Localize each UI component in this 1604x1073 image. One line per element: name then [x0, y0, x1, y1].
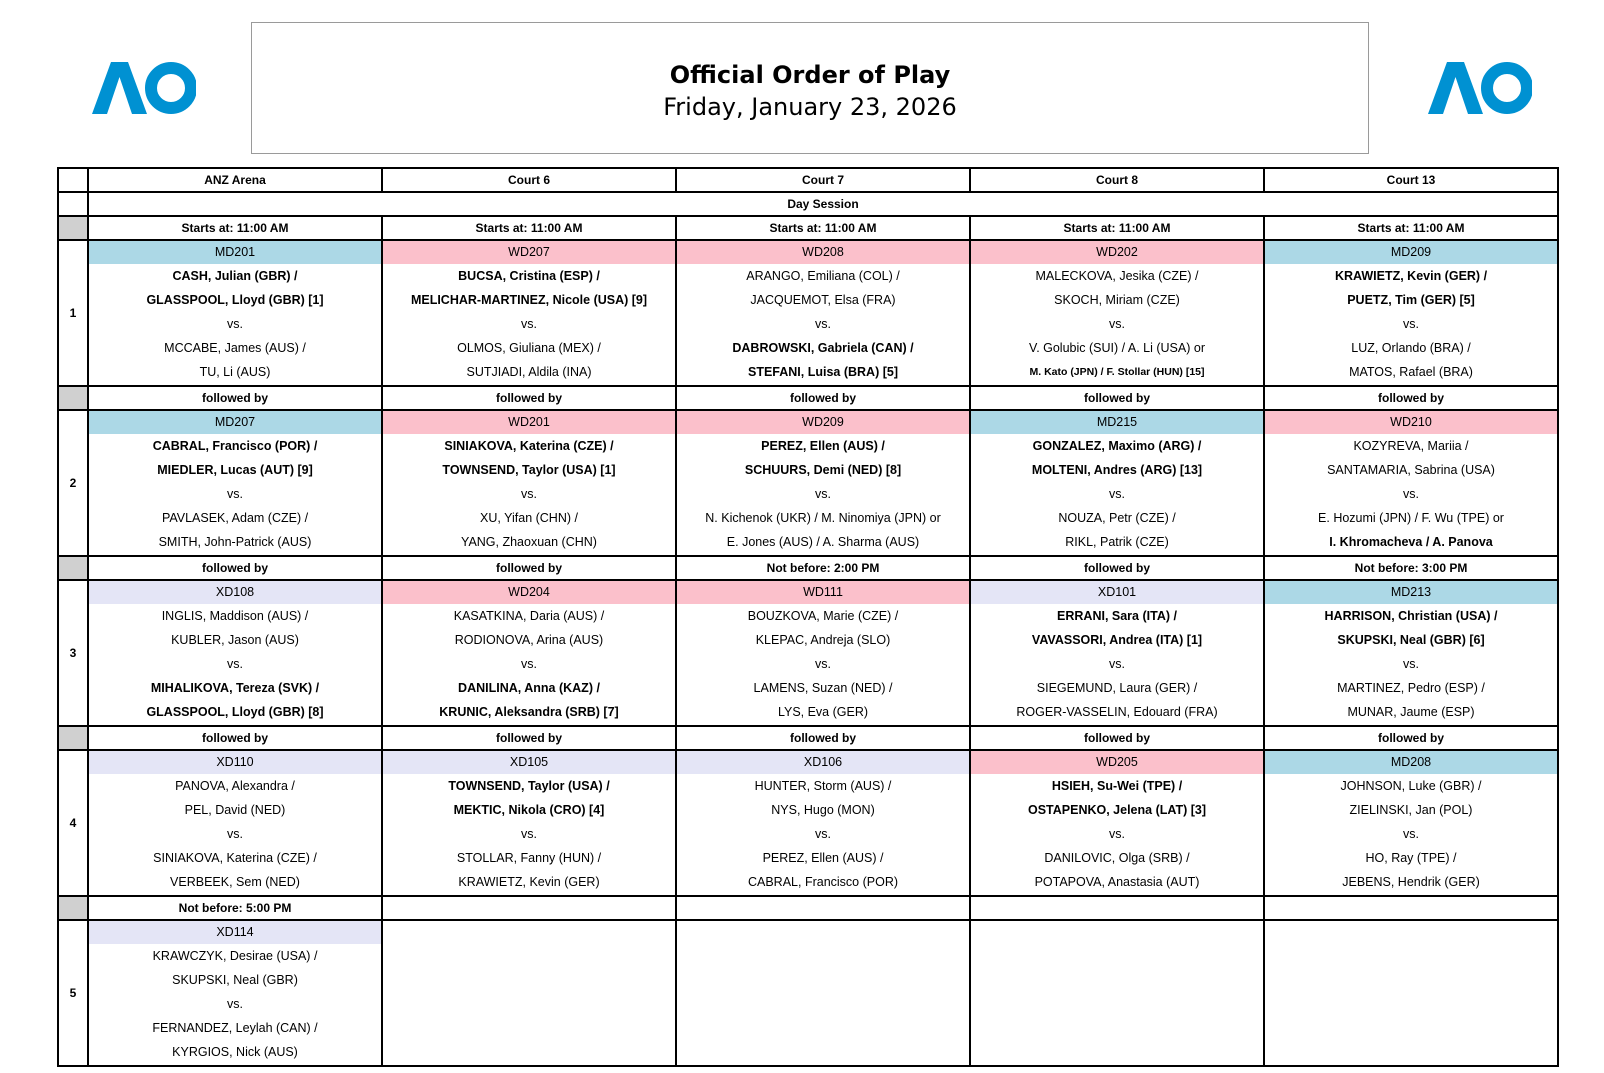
- player-line: SUTJIADI, Aldila (INA): [466, 365, 592, 379]
- schedule-note: followed by: [676, 386, 970, 410]
- player-line: SINIAKOVA, Katerina (CZE) /: [153, 851, 317, 865]
- versus-label: vs.: [1109, 827, 1125, 841]
- court-header: Court 7: [676, 168, 970, 192]
- versus-label: vs.: [815, 487, 831, 501]
- followed-by-row: [58, 386, 1558, 410]
- player-line: INGLIS, Maddison (AUS) /: [161, 609, 309, 623]
- player-line: ERRANI, Sara (ITA) /: [1057, 609, 1177, 623]
- player-line: KUBLER, Jason (AUS): [171, 633, 299, 647]
- player-line: MEKTIC, Nikola (CRO) [4]: [453, 803, 605, 817]
- session-label: Day Session: [88, 192, 1558, 216]
- player-line: JACQUEMOT, Elsa (FRA): [750, 293, 896, 307]
- versus-label: vs.: [1403, 317, 1419, 331]
- player-line: STEFANI, Luisa (BRA) [5]: [747, 365, 898, 379]
- followed-index-cell: [58, 726, 88, 750]
- match-code: WD208: [677, 241, 969, 264]
- match-code: XD106: [677, 751, 969, 774]
- court-header: Court 8: [970, 168, 1264, 192]
- session-row: [58, 192, 1558, 216]
- player-line: FERNANDEZ, Leylah (CAN) /: [152, 1021, 318, 1035]
- match-cell: [382, 240, 676, 386]
- match-cell: [970, 410, 1264, 556]
- match-order-number: 1: [58, 240, 88, 386]
- match-code: WD204: [383, 581, 675, 604]
- versus-label: vs.: [1403, 827, 1419, 841]
- player-line: STOLLAR, Fanny (HUN) /: [456, 851, 602, 865]
- player-line: MATOS, Rafael (BRA): [1349, 365, 1473, 379]
- player-line: POTAPOVA, Anastasia (AUT): [1034, 875, 1200, 889]
- match-cell: [970, 750, 1264, 896]
- schedule-note: followed by: [970, 386, 1264, 410]
- match-code: XD108: [89, 581, 381, 604]
- player-line: TOWNSEND, Taylor (USA) /: [448, 779, 610, 793]
- player-line: KASATKINA, Daria (AUS) /: [453, 609, 605, 623]
- player-line: E. Jones (AUS) / A. Sharma (AUS): [726, 535, 920, 549]
- match-cell: [88, 920, 382, 1066]
- player-line: VERBEEK, Sem (NED): [170, 875, 300, 889]
- match-cell: [1264, 410, 1558, 556]
- player-line: DANILINA, Anna (KAZ) /: [458, 681, 600, 695]
- match-code: XD105: [383, 751, 675, 774]
- player-line: XU, Yifan (CHN) /: [480, 511, 578, 525]
- schedule-note: [382, 896, 676, 920]
- match-cell: [676, 580, 970, 726]
- match-cell: [1264, 580, 1558, 726]
- court-header-row: [58, 168, 1558, 192]
- match-cell: [88, 750, 382, 896]
- versus-label: vs.: [1109, 657, 1125, 671]
- followed-by-row: [58, 556, 1558, 580]
- match-code: WD201: [383, 411, 675, 434]
- versus-label: vs.: [227, 827, 243, 841]
- followed-by-row: [58, 896, 1558, 920]
- schedule-note: Not before: 3:00 PM: [1264, 556, 1558, 580]
- match-row: [58, 410, 1558, 556]
- schedule-note: followed by: [88, 726, 382, 750]
- match-row: [58, 240, 1558, 386]
- start-time: Starts at: 11:00 AM: [1264, 216, 1558, 240]
- starts-index-cell: [58, 216, 88, 240]
- player-line: TU, Li (AUS): [199, 365, 271, 379]
- versus-label: vs.: [227, 317, 243, 331]
- schedule-note: followed by: [970, 726, 1264, 750]
- player-line: SCHUURS, Demi (NED) [8]: [744, 463, 902, 477]
- match-code: MD209: [1265, 241, 1557, 264]
- player-line: HO, Ray (TPE) /: [1365, 851, 1457, 865]
- page-title: Official Order of Play: [669, 61, 951, 89]
- player-line: SIEGEMUND, Laura (GER) /: [1036, 681, 1198, 695]
- order-of-play-table: [57, 167, 1559, 1067]
- player-line: LUZ, Orlando (BRA) /: [1351, 341, 1471, 355]
- player-line: MARTINEZ, Pedro (ESP) /: [1337, 681, 1485, 695]
- player-line: SINIAKOVA, Katerina (CZE) /: [444, 439, 614, 453]
- player-line: ZIELINSKI, Jan (POL): [1349, 803, 1473, 817]
- match-order-number: 5: [58, 920, 88, 1066]
- player-line: KRAWIETZ, Kevin (GER) /: [1334, 269, 1488, 283]
- match-code: MD215: [971, 411, 1263, 434]
- player-line: MUNAR, Jaume (ESP): [1347, 705, 1475, 719]
- match-code: WD205: [971, 751, 1263, 774]
- page-date: Friday, January 23, 2026: [663, 93, 957, 121]
- match-code: XD114: [89, 921, 381, 944]
- player-line: PEREZ, Ellen (AUS) /: [761, 439, 885, 453]
- schedule-note: followed by: [1264, 386, 1558, 410]
- match-cell: [1264, 750, 1558, 896]
- player-line: SKUPSKI, Neal (GBR) [6]: [1337, 633, 1485, 647]
- match-code: XD101: [971, 581, 1263, 604]
- player-line: M. Kato (JPN) / F. Stollar (HUN) [15]: [1029, 366, 1205, 378]
- followed-by-row: [58, 726, 1558, 750]
- match-code: WD209: [677, 411, 969, 434]
- schedule-note: [676, 896, 970, 920]
- followed-index-cell: [58, 556, 88, 580]
- match-code: WD207: [383, 241, 675, 264]
- player-line: NOUZA, Petr (CZE) /: [1058, 511, 1176, 525]
- schedule-note: followed by: [382, 726, 676, 750]
- schedule-note: followed by: [676, 726, 970, 750]
- player-line: LAMENS, Suzan (NED) /: [753, 681, 893, 695]
- versus-label: vs.: [227, 487, 243, 501]
- versus-label: vs.: [815, 317, 831, 331]
- match-code: XD110: [89, 751, 381, 774]
- player-line: CASH, Julian (GBR) /: [172, 269, 298, 283]
- player-line: JEBENS, Hendrik (GER): [1342, 875, 1480, 889]
- schedule-note: [1264, 896, 1558, 920]
- match-order-number: 4: [58, 750, 88, 896]
- schedule-note: [970, 896, 1264, 920]
- player-line: PEREZ, Ellen (AUS) /: [762, 851, 884, 865]
- player-line: PANOVA, Alexandra /: [175, 779, 295, 793]
- player-line: E. Hozumi (JPN) / F. Wu (TPE) or: [1318, 511, 1504, 525]
- versus-label: vs.: [521, 487, 537, 501]
- versus-label: vs.: [521, 657, 537, 671]
- versus-label: vs.: [521, 827, 537, 841]
- player-line: V. Golubic (SUI) / A. Li (USA) or: [1029, 341, 1205, 355]
- versus-label: vs.: [1403, 487, 1419, 501]
- player-line: RIKL, Patrik (CZE): [1065, 535, 1169, 549]
- player-line: DANILOVIC, Olga (SRB) /: [1044, 851, 1190, 865]
- player-line: SKOCH, Miriam (CZE): [1054, 293, 1180, 307]
- match-order-number: 2: [58, 410, 88, 556]
- match-row: [58, 920, 1558, 1066]
- match-code: MD208: [1265, 751, 1557, 774]
- match-cell: [1264, 240, 1558, 386]
- match-order-number: 3: [58, 580, 88, 726]
- versus-label: vs.: [1109, 317, 1125, 331]
- player-line: N. Kichenok (UKR) / M. Ninomiya (JPN) or: [705, 511, 941, 525]
- player-line: SANTAMARIA, Sabrina (USA): [1327, 463, 1495, 477]
- player-line: DABROWSKI, Gabriela (CAN) /: [732, 341, 914, 355]
- player-line: MCCABE, James (AUS) /: [164, 341, 306, 355]
- match-cell: [676, 240, 970, 386]
- player-line: GLASSPOOL, Lloyd (GBR) [1]: [146, 293, 324, 307]
- court-header: Court 6: [382, 168, 676, 192]
- player-line: GLASSPOOL, Lloyd (GBR) [8]: [146, 705, 324, 719]
- player-line: HARRISON, Christian (USA) /: [1324, 609, 1498, 623]
- player-line: MOLTENI, Andres (ARG) [13]: [1031, 463, 1203, 477]
- player-line: PAVLASEK, Adam (CZE) /: [161, 511, 309, 525]
- versus-label: vs.: [1109, 487, 1125, 501]
- schedule-note: followed by: [88, 556, 382, 580]
- match-cell: [382, 580, 676, 726]
- player-line: KYRGIOS, Nick (AUS): [172, 1045, 298, 1059]
- player-line: TOWNSEND, Taylor (USA) [1]: [442, 463, 616, 477]
- versus-label: vs.: [227, 997, 243, 1011]
- match-code: MD201: [89, 241, 381, 264]
- match-cell: [88, 410, 382, 556]
- empty-match-cell: [382, 920, 676, 1066]
- followed-index-cell: [58, 386, 88, 410]
- followed-index-cell: [58, 896, 88, 920]
- schedule-note: followed by: [382, 556, 676, 580]
- player-line: ROGER-VASSELIN, Edouard (FRA): [1016, 705, 1218, 719]
- player-line: I. Khromacheva / A. Panova: [1329, 535, 1493, 549]
- match-cell: [88, 580, 382, 726]
- player-line: MIHALIKOVA, Tereza (SVK) /: [150, 681, 320, 695]
- match-cell: [676, 410, 970, 556]
- player-line: JOHNSON, Luke (GBR) /: [1340, 779, 1482, 793]
- player-line: KRAWIETZ, Kevin (GER): [458, 875, 600, 889]
- match-cell: [382, 750, 676, 896]
- match-code: WD111: [677, 581, 969, 604]
- player-line: KRAWCZYK, Desirae (USA) /: [152, 949, 318, 963]
- match-cell: [676, 750, 970, 896]
- player-line: ARANGO, Emiliana (COL) /: [746, 269, 900, 283]
- versus-label: vs.: [227, 657, 243, 671]
- court-header: ANZ Arena: [88, 168, 382, 192]
- versus-label: vs.: [521, 317, 537, 331]
- court-header: Court 13: [1264, 168, 1558, 192]
- ao-logo-left: [92, 62, 196, 114]
- schedule-note: followed by: [970, 556, 1264, 580]
- player-line: MIEDLER, Lucas (AUT) [9]: [157, 463, 313, 477]
- player-line: RODIONOVA, Arina (AUS): [454, 633, 604, 647]
- start-time: Starts at: 11:00 AM: [382, 216, 676, 240]
- schedule-note: followed by: [382, 386, 676, 410]
- match-code: MD207: [89, 411, 381, 434]
- match-row: [58, 750, 1558, 896]
- empty-match-cell: [676, 920, 970, 1066]
- ao-logo-right: [1428, 62, 1532, 114]
- player-line: YANG, Zhaoxuan (CHN): [461, 535, 597, 549]
- empty-match-cell: [1264, 920, 1558, 1066]
- match-code: WD210: [1265, 411, 1557, 434]
- player-line: BUCSA, Cristina (ESP) /: [458, 269, 600, 283]
- player-line: MALECKOVA, Jesika (CZE) /: [1035, 269, 1199, 283]
- player-line: PUETZ, Tim (GER) [5]: [1347, 293, 1475, 307]
- empty-match-cell: [970, 920, 1264, 1066]
- player-line: GONZALEZ, Maximo (ARG) /: [1032, 439, 1202, 453]
- title-box: [251, 22, 1369, 154]
- player-line: KRUNIC, Aleksandra (SRB) [7]: [439, 705, 619, 719]
- player-line: NYS, Hugo (MON): [771, 803, 875, 817]
- player-line: OSTAPENKO, Jelena (LAT) [3]: [1027, 803, 1207, 817]
- match-code: WD202: [971, 241, 1263, 264]
- versus-label: vs.: [815, 827, 831, 841]
- player-line: CABRAL, Francisco (POR): [747, 875, 899, 889]
- session-index-cell: [58, 192, 88, 216]
- player-line: KOZYREVA, Mariia /: [1353, 439, 1469, 453]
- match-code: MD213: [1265, 581, 1557, 604]
- schedule-note: followed by: [1264, 726, 1558, 750]
- match-cell: [88, 240, 382, 386]
- player-line: BOUZKOVA, Marie (CZE) /: [747, 609, 899, 623]
- corner-cell: [58, 168, 88, 192]
- player-line: CABRAL, Francisco (POR) /: [152, 439, 318, 453]
- versus-label: vs.: [1403, 657, 1419, 671]
- match-cell: [970, 240, 1264, 386]
- player-line: OLMOS, Giuliana (MEX) /: [457, 341, 601, 355]
- player-line: MELICHAR-MARTINEZ, Nicole (USA) [9]: [410, 293, 648, 307]
- player-line: SMITH, John-Patrick (AUS): [158, 535, 312, 549]
- start-time: Starts at: 11:00 AM: [88, 216, 382, 240]
- player-line: SKUPSKI, Neal (GBR): [172, 973, 298, 987]
- schedule-note: followed by: [88, 386, 382, 410]
- player-line: LYS, Eva (GER): [777, 705, 869, 719]
- schedule-note: Not before: 2:00 PM: [676, 556, 970, 580]
- starts-row: [58, 216, 1558, 240]
- player-line: VAVASSORI, Andrea (ITA) [1]: [1031, 633, 1203, 647]
- versus-label: vs.: [815, 657, 831, 671]
- start-time: Starts at: 11:00 AM: [970, 216, 1264, 240]
- player-line: HUNTER, Storm (AUS) /: [754, 779, 892, 793]
- player-line: KLEPAC, Andreja (SLO): [755, 633, 891, 647]
- start-time: Starts at: 11:00 AM: [676, 216, 970, 240]
- match-row: [58, 580, 1558, 726]
- match-cell: [382, 410, 676, 556]
- player-line: PEL, David (NED): [184, 803, 286, 817]
- schedule-note: Not before: 5:00 PM: [88, 896, 382, 920]
- match-cell: [970, 580, 1264, 726]
- player-line: HSIEH, Su-Wei (TPE) /: [1051, 779, 1183, 793]
